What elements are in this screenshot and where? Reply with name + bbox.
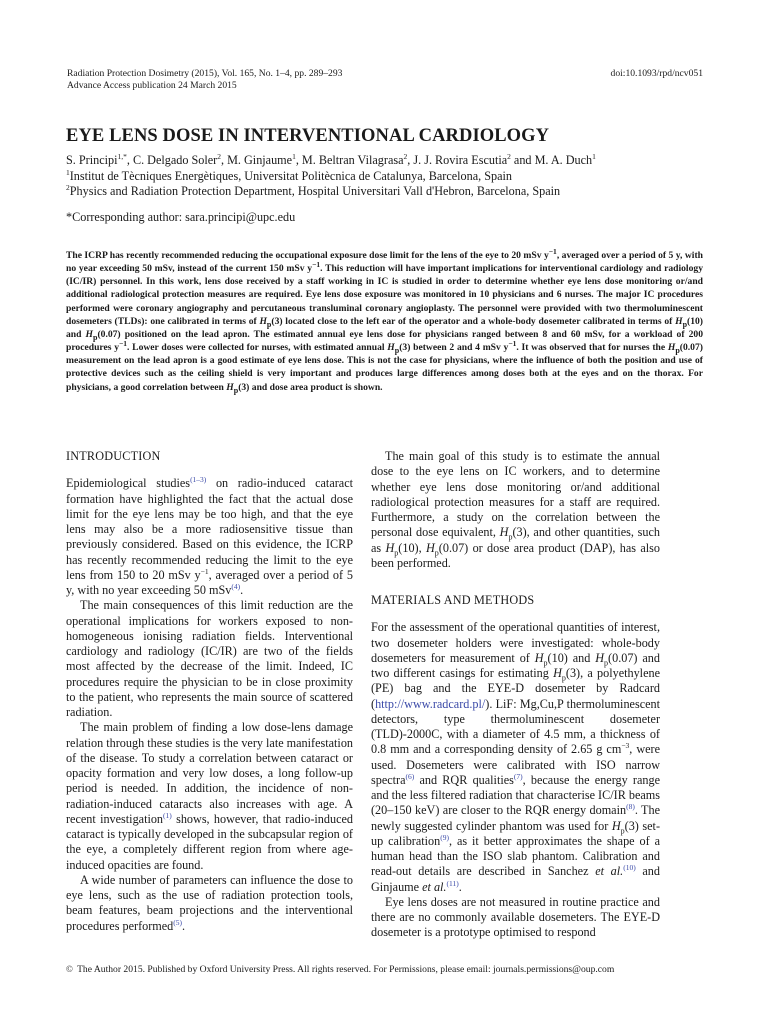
citation-link[interactable]: (10)	[623, 863, 636, 873]
intro-paragraph-4: A wide number of parameters can influence the dose to eye lens, such as the use of radiation protection tools, beam features, beam projections and the interventional procedures performed$^{(5)}$.	[66, 872, 353, 933]
citation-link[interactable]: (11)	[446, 878, 459, 888]
left-column	[66, 449, 353, 934]
intro-paragraph-1: Epidemiological studies$^{(1-3)}$ on radio-induced cataract formation have highlighted the fact that the actual dose limit for the eye lens may be too high, and that the eye lens may also be a more radiosensitive tissue than previously considered. Based on this evidence, the ICRP has recently recommended reducing the limit to the eye lens from 150 to 20 mSv $y^{-1}$, averaged over a period of 5 y, with no year exceeding 50 mSv$^{(4)}$.	[66, 475, 353, 597]
citation-link[interactable]: (1)	[163, 810, 172, 820]
copyright-icon: ©	[66, 964, 73, 974]
paper-title: EYE LENS DOSE IN INTERVENTIONAL CARDIOLOGY	[66, 126, 550, 146]
citation-link[interactable]: (5)	[173, 917, 183, 927]
doi-link[interactable]: doi:10.1093/rpd/ncv051	[610, 68, 703, 79]
methods-paragraph-2: Eye lens doses are not measured in routine practice and there are no commonly available dosemeters. The EYE-D dosemeter is a prototype optimised to respond	[371, 894, 660, 940]
copyright-footer	[66, 964, 614, 975]
corresponding-author: *Corresponding author: sara.principi@upc.edu	[66, 210, 296, 224]
citation-link[interactable]: (7)	[513, 771, 523, 781]
citation-link[interactable]: (6)	[405, 771, 415, 781]
section-heading-introduction: INTRODUCTION	[66, 449, 161, 463]
author-list: S. Principi$^{1,*}$, C. Delgado Soler$^2$, M. Ginjaume$^1$, M. Beltran Vilagrasa$^2$, J. J. Rovira Escutia$^2$ and M. A. Duch$^1$	[66, 151, 596, 167]
goal-paragraph: The main goal of this study is to estimate the annual dose to the eye lens on IC workers, and to determine whether eye lens dose monitoring or/and additional radiological protection measures for a staff are required. Furthermore, a study on the correlation between the personal dose equivalent, $H_p(3)$, and other quantities, such as $H_p(10)$, $H_p(0.07)$ or dose area product (DAP), has also been performed.	[371, 449, 661, 570]
citation-link[interactable]: (8)	[626, 802, 635, 812]
methods-paragraph-1: For the assessment of the operational quantities of interest, two dosemeter holders were investigated: whole-body dosemeters for measurement of $H_p(10)$ and $H_p(0.07)$ and two different casings for estimating $H_p(3)$, a polyethylene (PE) bag and the EYE-D dosemeter by Radcard (http://www.radcard.pl/). LiF: Mg,Cu,P thermoluminescent detectors, type thermoluminescent dosemeter (TLD)-2000C, with a diameter of 4.5 mm, a thickness of 0.8 mm and a corresponding density of 2.65 g $cm^{-3}$, were used. Dosemeters were calibrated with ISO narrow spectra$^{(6)}$ and RQR qualities$^{(7)}$, because the energy range and the less filtered radiation that characterise IC/IR beams (20–150 keV) are closer to the RQR energy domain$^{(8)}$. The newly suggested cylinder phantom was used for $H_p(3)$ set-up calibration$^{(9)}$, as it better approximates the shape of a human head than the ISO slab phantom. Calibration and read-out details are described in Sanchez et al.$^{(10)}$ and Ginjaume et al.$^{(11)}$.	[371, 620, 661, 894]
intro-paragraph-3: The main problem of finding a low dose-lens damage relation through these studies is the very late manifestation of the disease. To study a correlation between cataract or opacity formation and very low doses, a long follow-up period is needed. In addition, the incidence of non-radiation-induced cataracts also increases with age. A recent investigation$^{(1)}$ shows, however, that radio-induced cataract is typically developed in the subcapsular region of the eye, a completely different region from where age-induced opacities are found.	[66, 720, 354, 872]
copyright-text: The Author 2015. Published by Oxford University Press. All rights reserved. For Permissions, please email: journals.permissions@oup.com	[74, 964, 615, 975]
author-block	[66, 153, 706, 200]
citation-link[interactable]: (1–3)	[190, 475, 207, 485]
journal-citation: Radiation Protection Dosimetry (2015), Vol. 165, No. 1–4, pp. 289–293	[67, 68, 343, 79]
running-header	[67, 68, 703, 92]
right-column	[371, 449, 660, 941]
affiliation-2: $^2$Physics and Radiation Protection Department, Hospital Universitari Vall d'Hebron, Barcelona, Spain	[66, 183, 561, 199]
intro-paragraph-2: The main consequences of this limit reduction are the operational implications for workers exposed to non-homogeneous ionising radiation fields. Interventional cardiology and radiology (IC/IR) are two of the fields most affected by the decrease of the limit. Indeed, IC procedures require the physician to be in close proximity to the patient, who represents the main source of scattered radiation.	[66, 598, 353, 719]
citation-link[interactable]: (4)	[231, 581, 241, 591]
citation-link[interactable]: (9)	[440, 832, 449, 842]
abstract: The ICRP has recently recommended reducing the occupational exposure dose limit for the lens of the eye to 20 mSv $y^{-1}$, averaged over a period of 5 y, with no year exceeding 50 mSv, instead of the current 150 mSv $y^{-1}$. This reduction will have important implications for interventional cardiology and radiology (IC/IR) personnel. In this work, lens dose received by a staff working in IC is studied in order to determine whether eye lens dose monitoring or/and additional radiological protection measures are required. Eye lens dose exposure was monitored in 10 physicians and 6 nurses. The major IC procedures performed were coronary angiography and percutaneous transluminal coronary angioplasty. The personnel were provided with two thermoluminescent dosemeters (TLDs): one calibrated in terms of $H_p(3)$ located close to the left ear of the operator and a whole-body dosemeter calibrated in terms of $H_p(10)$ and $H_p(0.07)$ positioned on the lead apron. The estimated annual eye lens dose for physicians ranged between 8 and 60 mSv, for a workload of 200 procedures $y^{-1}$. Lower doses were collected for nurses, with estimated annual $H_p(3)$ between 2 and 4 mSv $y^{-1}$. It was observed that for nurses the $H_p(0.07)$ measurement on the lead apron is a good estimate of eye lens dose. This is not the case for physicians, where the influence of both the position and use of protective devices such as the ceiling shield is very important and produces large differences among doses both at the eyes and on the thorax. For physicians, a good correlation between $H_p(3)$ and dose area product is shown.	[66, 246, 703, 395]
radcard-url-link[interactable]: http://www.radcard.pl/	[375, 696, 486, 711]
affiliation-1: $^1$Institut de Tècniques Energètiques, Universitat Politècnica de Catalunya, Barcelona, Spain	[66, 167, 512, 183]
advance-access-line: Advance Access publication 24 March 2015	[67, 80, 237, 91]
section-heading-materials-methods: MATERIALS AND METHODS	[371, 593, 535, 607]
